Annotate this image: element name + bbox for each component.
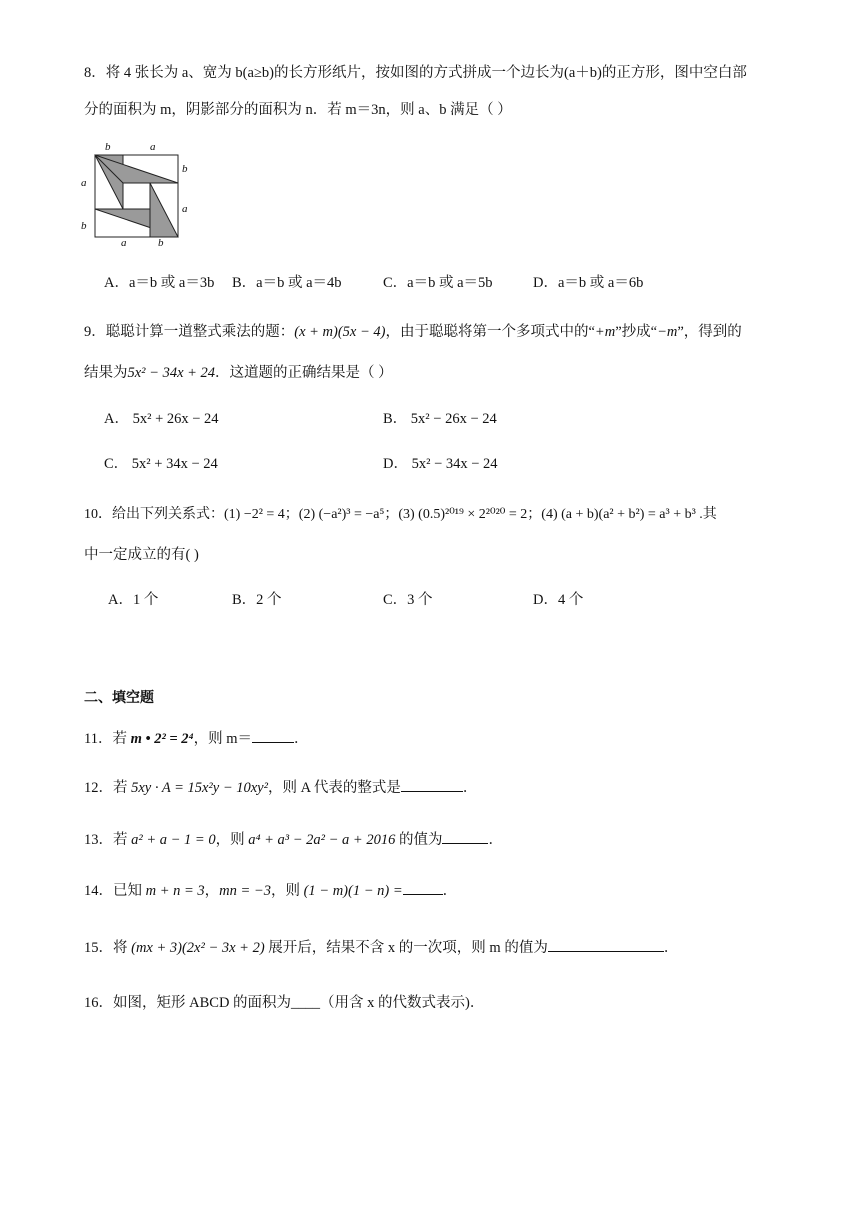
q13-text-a: 13．若 (84, 832, 132, 848)
q9-plus-m: +m (594, 324, 616, 340)
label-top-b: b (105, 141, 111, 153)
q15-text-b: 展开后，结果不含 x 的一次项，则 m 的值为 (264, 940, 548, 956)
q14-blank[interactable] (403, 880, 443, 895)
q9-text-c: ”抄成“ (615, 324, 658, 340)
q13-expr1: a² + a − 1 = 0 (131, 832, 216, 848)
q15-line (84, 937, 678, 958)
q12-line (84, 777, 477, 798)
q15-blank[interactable] (548, 937, 664, 952)
q9-option-a[interactable]: A． 5x² + 26x − 24 (104, 411, 219, 427)
q14-text-a: 14．已知 (84, 883, 146, 899)
q9-option-d[interactable]: D． 5x² − 34x − 24 (383, 456, 498, 472)
label-bottom-b: b (158, 237, 164, 246)
q10-option-d[interactable]: D．4 个 (533, 592, 584, 608)
q16-line: 16．如图，矩形 ABCD 的面积为____（用含 x 的代数式表示)． (84, 995, 485, 1011)
q14-expr2: mn = −3 (219, 883, 271, 899)
q9-expr: (x + m)(5x − 4) (294, 324, 386, 340)
q9-text-f: ．这道题的正确结果是（ ） (215, 365, 393, 381)
q10-option-c[interactable]: C．3 个 (383, 592, 433, 608)
q13-expr2: a⁴ + a³ − 2a² − a + 2016 (248, 832, 396, 848)
label-right-b: b (182, 163, 188, 175)
q9-line2 (84, 363, 393, 383)
q14-text-b: ， (204, 883, 220, 899)
q9-text-e: 结果为 (84, 365, 128, 381)
shaded-triangle-bottom-right (150, 183, 178, 237)
q15-expr: (mx + 3)(2x² − 3x + 2) (131, 940, 265, 956)
q13-text-d: ． (488, 832, 503, 848)
q9-option-c[interactable]: C． 5x² + 34x − 24 (104, 456, 218, 472)
label-left-b: b (81, 220, 87, 232)
q11-expr: m • 2² = 2⁴ (130, 731, 194, 747)
q8-option-a[interactable]: A．a＝b 或 a＝3b (104, 275, 215, 291)
q10-option-a[interactable]: A．1 个 (108, 592, 159, 608)
label-bottom-a: a (121, 237, 127, 246)
q11-blank[interactable] (252, 728, 294, 743)
q14-line (84, 880, 457, 901)
q10-line2: 中一定成立的有( ) (84, 547, 199, 563)
q11-line (84, 728, 309, 749)
q15-text-c: ． (663, 940, 679, 956)
q10-line1: 10．给出下列关系式：(1) −2² = 4；(2) (−a²)³ = −a⁵；(3) (0.5)²⁰¹⁹ × 2²⁰²⁰ = 2；(4) (a + b)(a² + b²) = a³ + b³ .其 (84, 507, 717, 522)
q9-text-d: ”，得到的 (677, 324, 742, 340)
q9-line1 (84, 322, 742, 342)
q13-line (84, 829, 503, 850)
label-right-a: a (182, 203, 188, 215)
q9-option-b[interactable]: B． 5x² − 26x − 24 (383, 411, 497, 427)
q14-text-c: ，则 (270, 883, 304, 899)
q15-text-a: 15．将 (84, 940, 132, 956)
q14-text-d: ． (442, 883, 458, 899)
q14-expr3: (1 − m)(1 − n) = (303, 883, 403, 899)
q12-blank[interactable] (401, 777, 463, 792)
q13-text-b: ，则 (215, 832, 249, 848)
q8-line2: 分的面积为 m，阴影部分的面积为 n．若 m＝3n，则 a、b 满足（ ） (84, 102, 512, 118)
q12-text-b: ，则 A 代表的整式是 (267, 780, 401, 796)
q9-text-b: ，由于聪聪将第一个多项式中的“ (385, 324, 595, 340)
q10-option-b[interactable]: B．2 个 (232, 592, 282, 608)
q12-expr: 5xy · A = 15x²y − 10xy² (131, 780, 268, 796)
label-top-a: a (150, 141, 156, 153)
q8-option-d[interactable]: D．a＝b 或 a＝6b (533, 275, 644, 291)
q8-option-c[interactable]: C．a＝b 或 a＝5b (383, 275, 493, 291)
q13-text-c: 的值为 (395, 832, 443, 848)
q14-expr1: m + n = 3 (145, 883, 205, 899)
q9-result: 5x² − 34x + 24 (127, 365, 216, 381)
label-left-a: a (81, 177, 87, 189)
q8-figure (76, 138, 206, 246)
q12-text-a: 12．若 (84, 780, 132, 796)
q8-option-b[interactable]: B．a＝b 或 a＝4b (232, 275, 342, 291)
q13-blank[interactable] (442, 829, 488, 844)
section-title-fill-in: 二、填空题 (84, 689, 154, 705)
q12-text-c: ． (462, 780, 478, 796)
q11-text-a: 11．若 (84, 731, 131, 747)
q11-text-c: ． (294, 731, 309, 747)
q9-minus-m: −m (657, 324, 678, 340)
q9-text-a: 9．聪聪计算一道整式乘法的题： (84, 324, 295, 340)
q11-text-b: ，则 m＝ (193, 731, 253, 747)
q8-line1: 8．将 4 张长为 a、宽为 b(a≥b)的长方形纸片，按如图的方式拼成一个边长为(a＋b)的正方形，图中空白部 (84, 65, 747, 81)
